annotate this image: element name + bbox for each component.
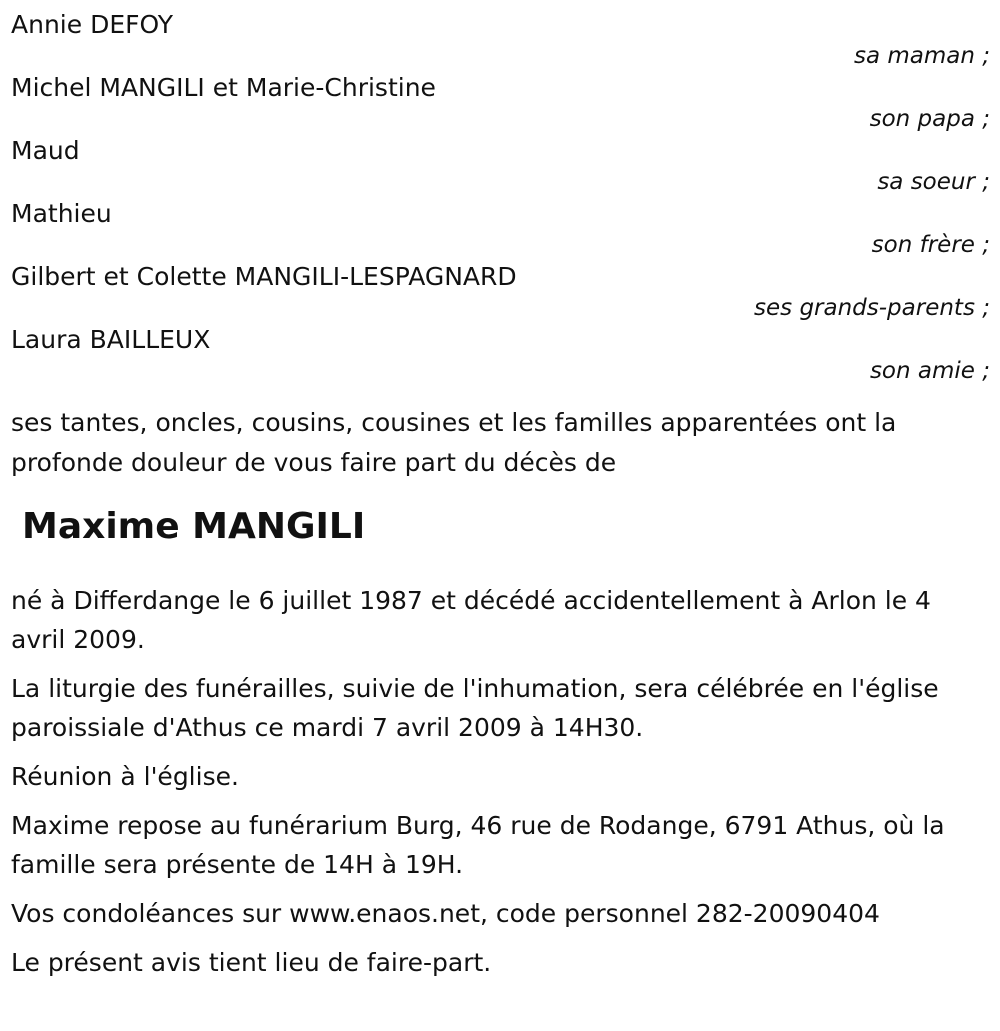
family-member-name: Mathieu (11, 199, 112, 228)
family-entry (11, 134, 990, 197)
family-member-relation: sa maman ; (853, 43, 990, 69)
funeral-paragraph: La liturgie des funérailles, suivie de l'inhumation, sera célébrée en l'église paroissiale d'Athus ce mardi 7 avril 2009 à 14H30. (11, 674, 939, 742)
meeting-paragraph: Réunion à l'église. (11, 762, 239, 791)
family-member-name: Maud (11, 136, 80, 165)
family-member-name: Annie DEFOY (11, 10, 174, 39)
family-member-relation: sa soeur ; (877, 169, 990, 195)
deceased-name: Maxime MANGILI (22, 506, 366, 547)
family-entry (11, 323, 990, 386)
intro-text: ses tantes, oncles, cousins, cousines et les familles apparentées ont la profonde douleur de vous faire part du décès de (11, 408, 897, 477)
family-entry (11, 8, 990, 71)
family-entry (11, 71, 990, 134)
family-entry (11, 197, 990, 260)
family-member-relation: son papa ; (869, 106, 990, 132)
notice-paragraph: Le présent avis tient lieu de faire-part. (11, 948, 492, 977)
family-member-relation: son amie ; (869, 358, 990, 384)
family-list (11, 8, 990, 386)
family-member-relation: ses grands-parents ; (754, 295, 990, 321)
birth-death-paragraph: né à Differdange le 6 juillet 1987 et décédé accidentellement à Arlon le 4 avril 2009. (11, 586, 931, 654)
details (11, 581, 990, 982)
family-member-name: Michel MANGILI et Marie-Christine (11, 73, 436, 102)
family-member-relation: son frère ; (871, 232, 990, 258)
family-member-name: Laura BAILLEUX (11, 325, 211, 354)
family-member-name: Gilbert et Colette MANGILI-LESPAGNARD (11, 262, 517, 291)
funerarium-paragraph: Maxime repose au funérarium Burg, 46 rue de Rodange, 6791 Athus, où la famille sera présente de 14H à 19H. (11, 811, 945, 879)
family-entry (11, 260, 990, 323)
condolences-paragraph: Vos condoléances sur www.enaos.net, code personnel 282-20090404 (11, 899, 880, 928)
